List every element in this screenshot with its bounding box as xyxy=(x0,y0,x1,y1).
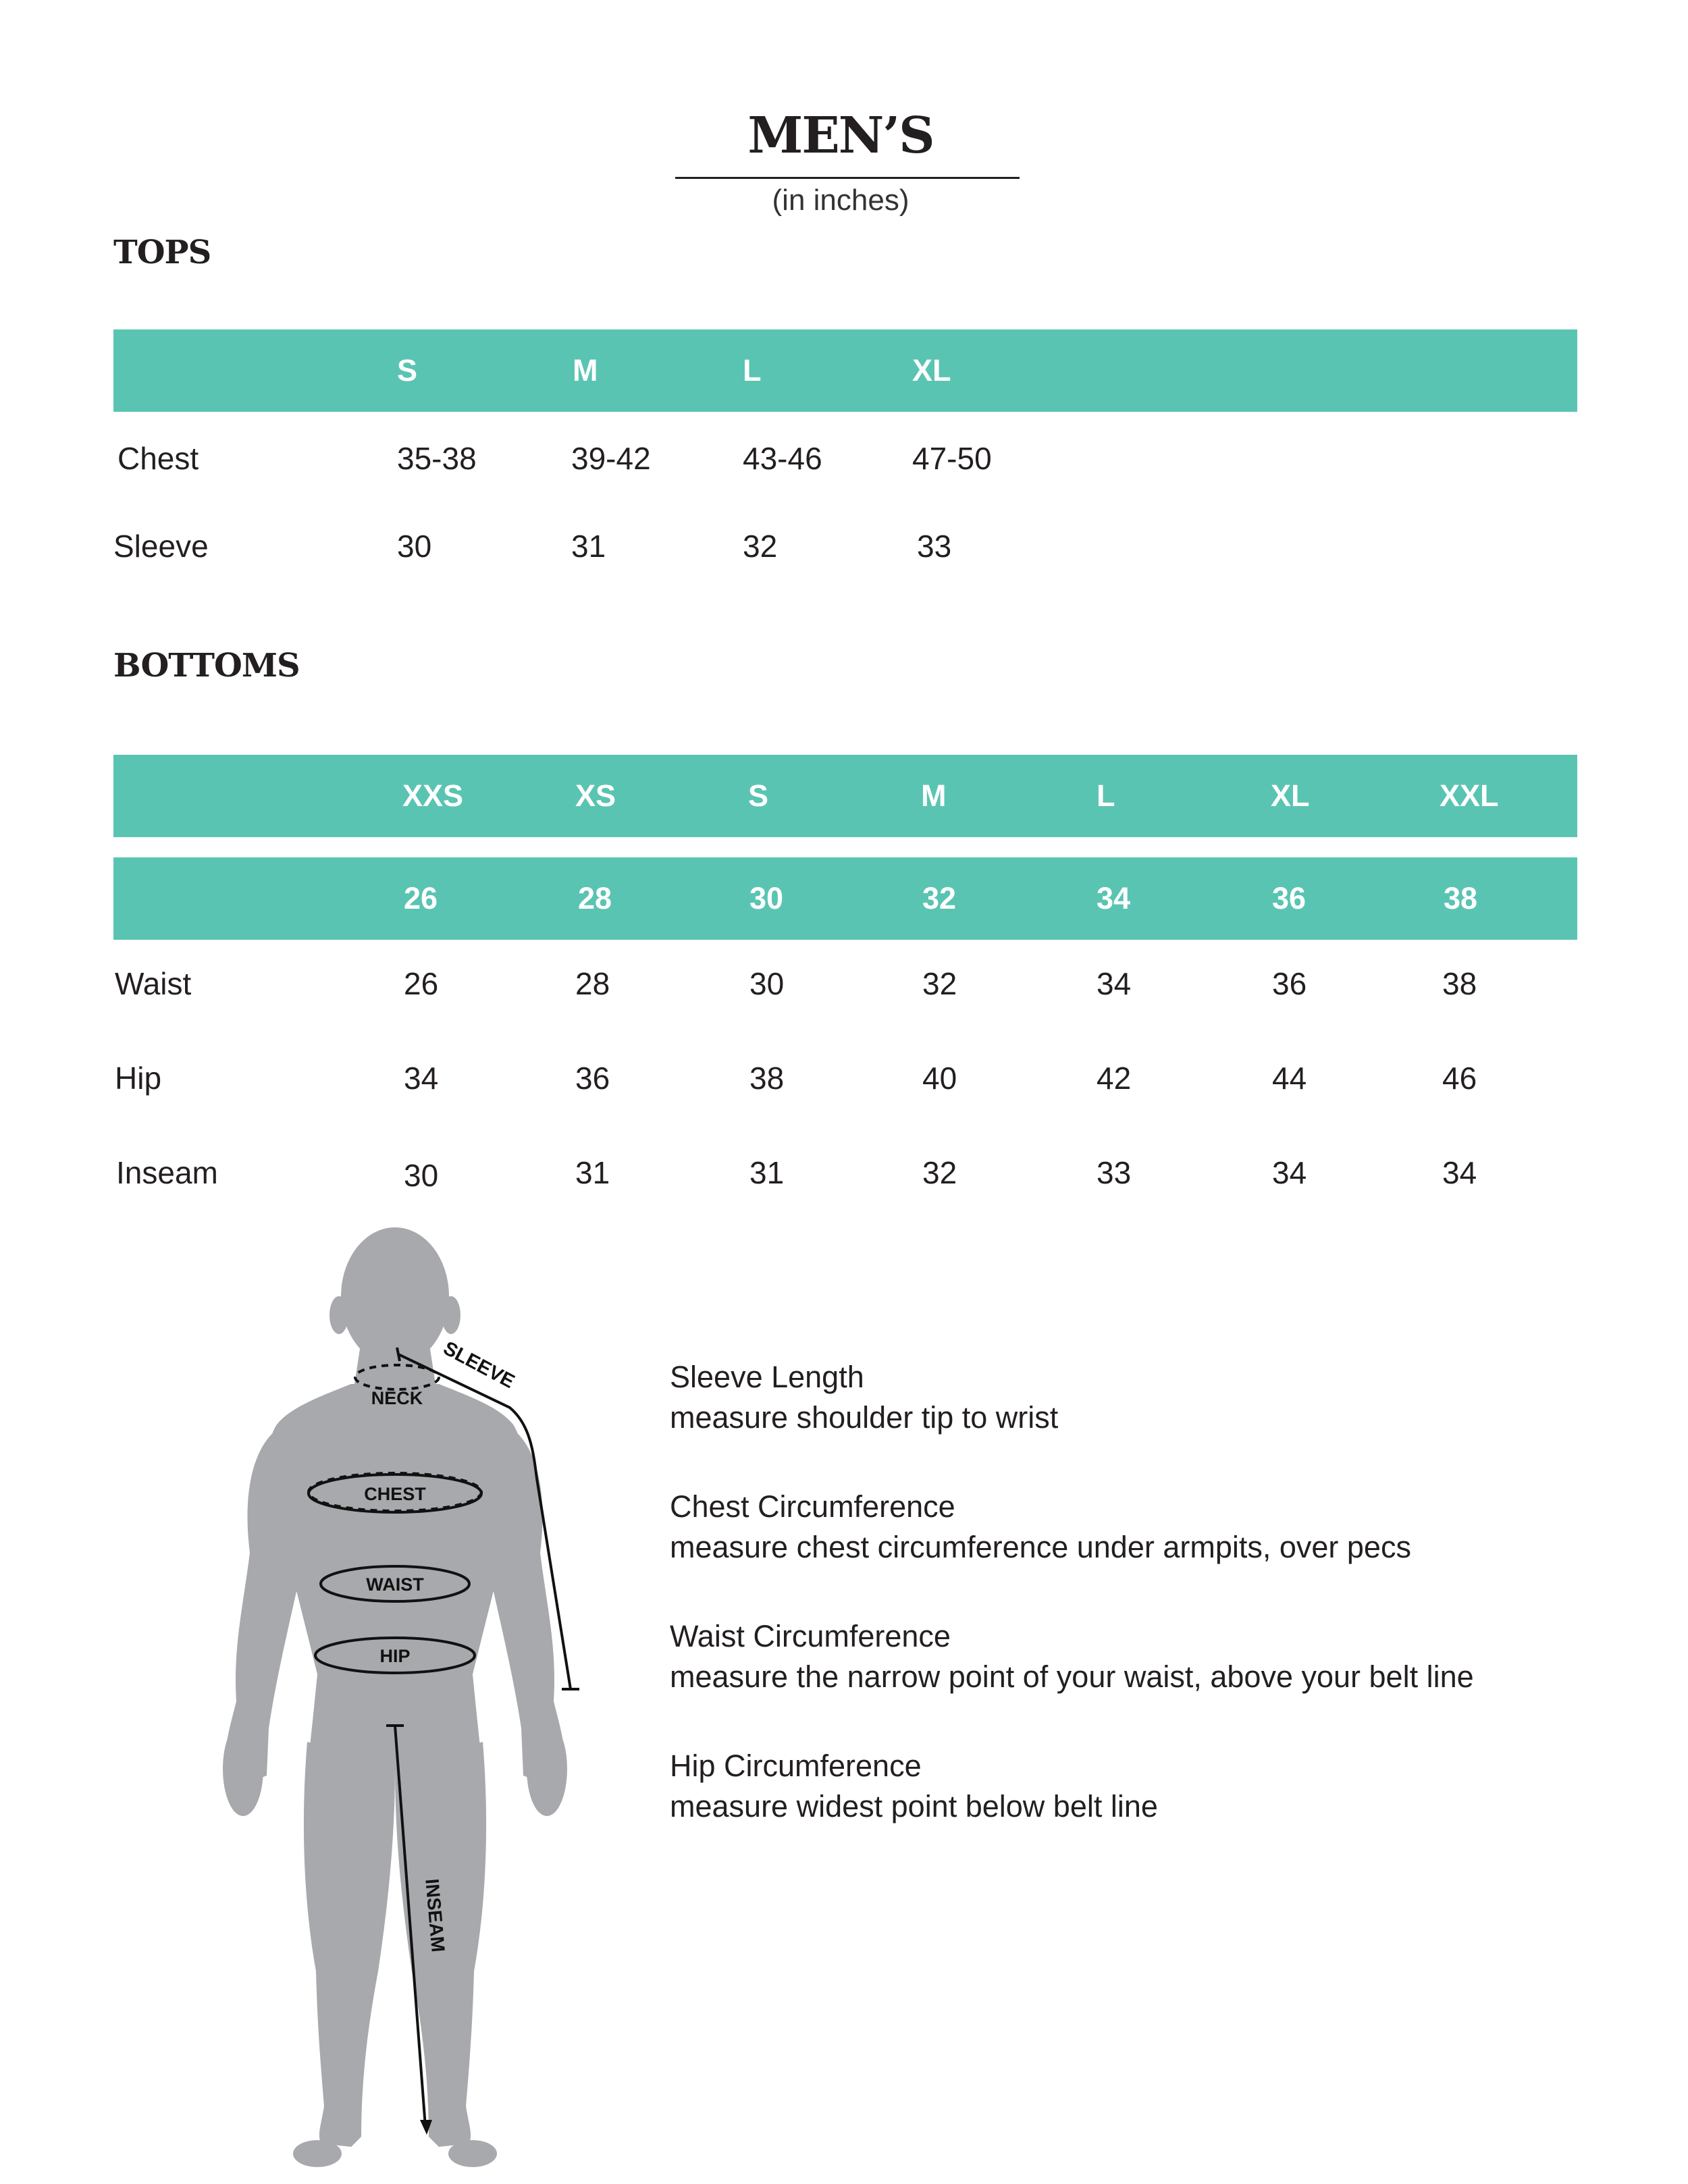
numeric-size: 32 xyxy=(922,881,957,915)
hip-label: HIP xyxy=(379,1646,411,1666)
table-cell: 32 xyxy=(922,1155,957,1190)
page-title: MEN’S xyxy=(747,107,934,165)
tops-size-s: S xyxy=(397,353,418,388)
table-cell: 32 xyxy=(743,529,778,564)
numeric-size: 26 xyxy=(404,881,438,915)
unit-note: (in inches) xyxy=(772,184,909,217)
table-cell: 33 xyxy=(917,529,952,564)
bottoms-size-s: S xyxy=(748,778,769,813)
guide-title: Waist Circumference xyxy=(670,1619,951,1653)
guide-sleeve xyxy=(670,1357,1058,1438)
numeric-size: 28 xyxy=(578,881,612,915)
table-cell: 38 xyxy=(1442,966,1477,1001)
table-cell: 46 xyxy=(1442,1061,1477,1096)
table-cell: 40 xyxy=(922,1061,957,1096)
guide-text: measure widest point below belt line xyxy=(670,1789,1158,1823)
guide-chest xyxy=(670,1487,1411,1568)
waist-label: WAIST xyxy=(366,1574,424,1595)
numeric-size: 30 xyxy=(749,881,784,915)
numeric-size: 38 xyxy=(1444,881,1478,915)
guide-hip xyxy=(670,1746,1158,1827)
numeric-size: 36 xyxy=(1272,881,1307,915)
tops-size-l: L xyxy=(743,353,762,388)
table-cell: 34 xyxy=(1442,1155,1477,1190)
row-label: Inseam xyxy=(116,1155,218,1190)
table-cell: 35-38 xyxy=(397,441,477,476)
bottoms-size-xl: XL xyxy=(1271,778,1310,813)
bottoms-heading: BOTTOMS xyxy=(113,647,300,685)
table-cell: 43-46 xyxy=(743,441,822,476)
table-cell: 30 xyxy=(404,1158,439,1193)
bottoms-size-m: M xyxy=(921,778,947,813)
table-cell: 36 xyxy=(1272,966,1307,1001)
table-cell: 30 xyxy=(749,966,785,1001)
table-cell: 42 xyxy=(1097,1061,1132,1096)
numeric-size: 34 xyxy=(1097,881,1131,915)
table-cell: 38 xyxy=(749,1061,785,1096)
inseam-label: INSEAM xyxy=(421,1877,449,1953)
sleeve-label: SLEEVE xyxy=(440,1337,519,1393)
guide-title: Hip Circumference xyxy=(670,1749,922,1783)
bottoms-size-xxs: XXS xyxy=(402,778,464,813)
bottoms-size-l: L xyxy=(1097,778,1115,813)
chest-label: CHEST xyxy=(364,1484,426,1504)
tops-size-m: M xyxy=(573,353,598,388)
guide-text: measure shoulder tip to wrist xyxy=(670,1400,1059,1435)
table-cell: 30 xyxy=(397,529,432,564)
row-label: Chest xyxy=(117,441,199,476)
table-cell: 36 xyxy=(575,1061,610,1096)
table-cell: 34 xyxy=(404,1061,439,1096)
row-label: Waist xyxy=(115,966,192,1001)
table-cell: 28 xyxy=(575,966,610,1001)
tops-heading: TOPS xyxy=(113,234,211,271)
table-cell: 39-42 xyxy=(571,441,651,476)
bottoms-size-xxl: XXL xyxy=(1440,778,1499,813)
table-cell: 31 xyxy=(571,529,606,564)
guide-waist xyxy=(670,1616,1474,1697)
guide-title: Sleeve Length xyxy=(670,1360,864,1394)
table-cell: 33 xyxy=(1097,1155,1132,1190)
human-silhouette xyxy=(223,1227,567,2167)
neck-label: NECK xyxy=(371,1388,423,1408)
tops-size-xl: XL xyxy=(912,353,951,388)
table-cell: 32 xyxy=(922,966,957,1001)
table-cell: 47-50 xyxy=(912,441,992,476)
guide-text: measure the narrow point of your waist, above your belt line xyxy=(670,1659,1474,1694)
guide-title: Chest Circumference xyxy=(670,1489,955,1524)
table-cell: 31 xyxy=(575,1155,610,1190)
row-label: Hip xyxy=(115,1061,162,1096)
table-cell: 44 xyxy=(1272,1061,1307,1096)
table-cell: 31 xyxy=(749,1155,785,1190)
table-cell: 26 xyxy=(404,966,439,1001)
table-cell: 34 xyxy=(1097,966,1132,1001)
guide-text: measure chest circumference under armpits, over pecs xyxy=(670,1530,1411,1564)
bottoms-size-xs: XS xyxy=(575,778,616,813)
table-cell: 34 xyxy=(1272,1155,1307,1190)
row-label: Sleeve xyxy=(113,529,209,564)
